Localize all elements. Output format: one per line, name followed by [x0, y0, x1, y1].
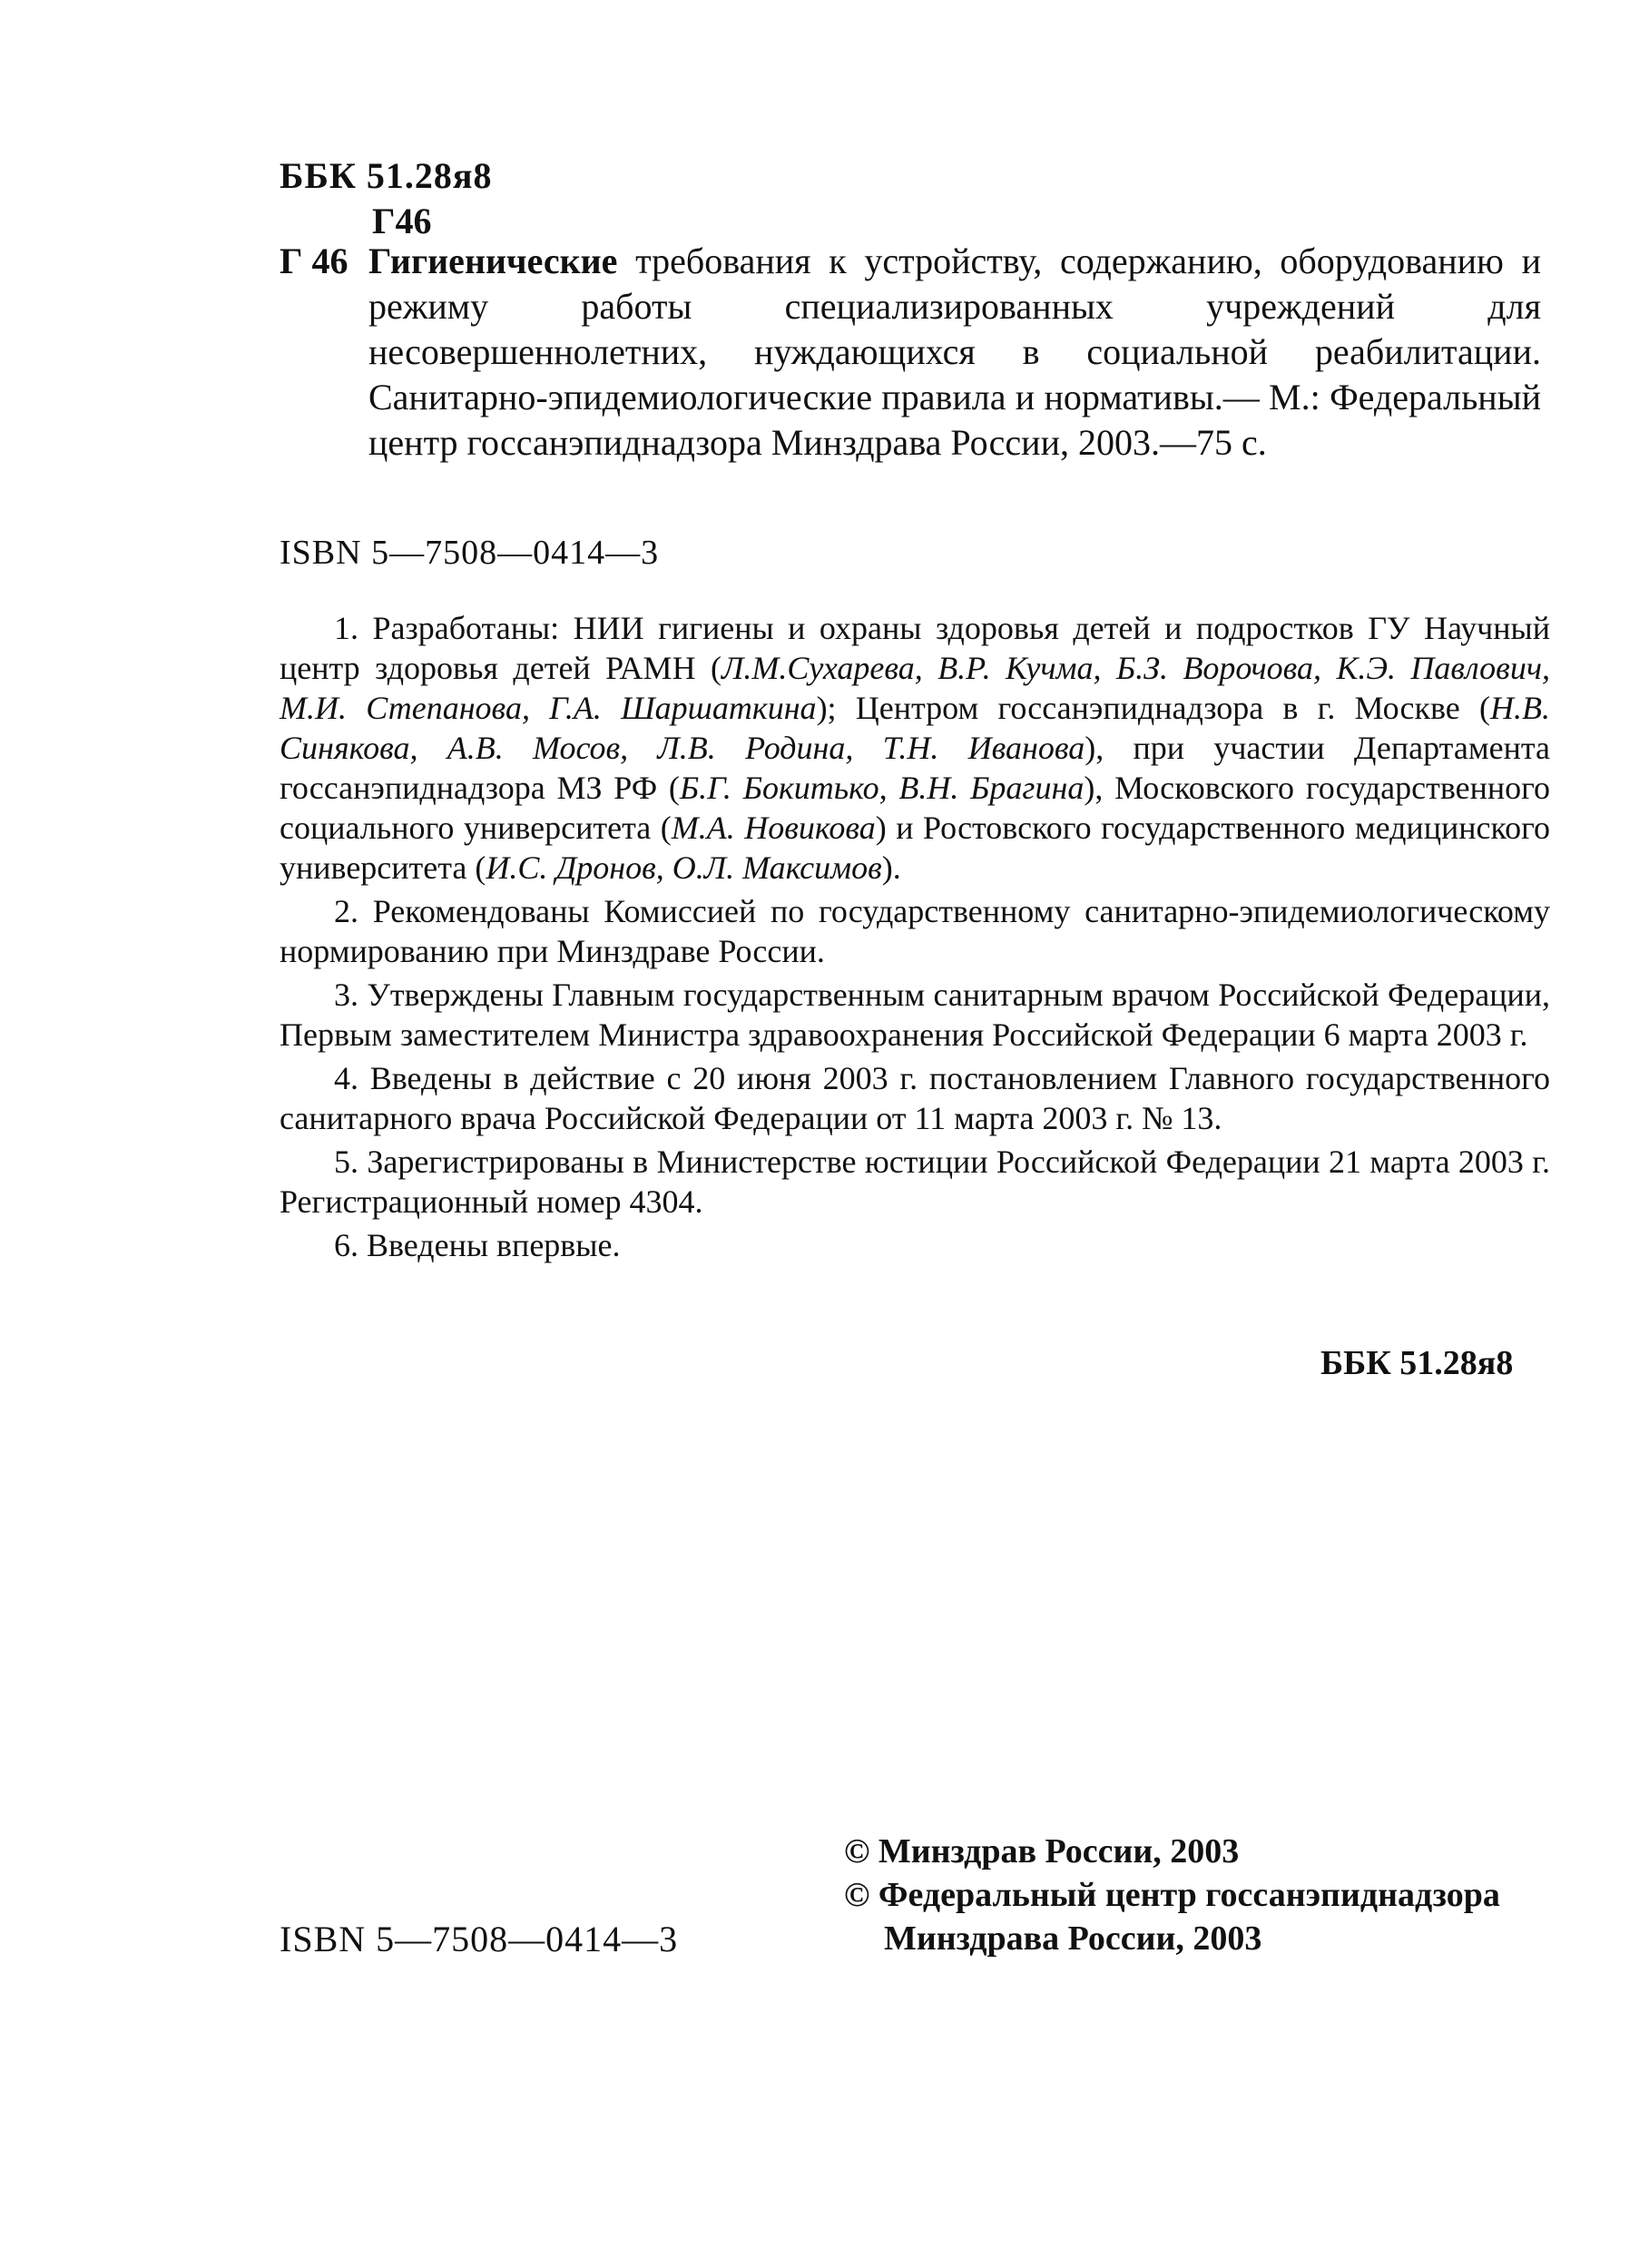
note-text: 6. Введены впервые.: [334, 1227, 621, 1263]
bbk-code-top: ББК 51.28я8: [280, 155, 493, 196]
copyright-line: Минздрава России, 2003: [884, 1919, 1262, 1958]
note-text: ).: [881, 849, 901, 886]
note-text: ); Центром госсанэпиднадзора в г. Москве (: [816, 690, 1490, 726]
note-text: 5. Зарегистрированы в Министерстве юстиции Российской Федерации 21 марта 2003 г. Регистрационный номер 4304.: [280, 1144, 1550, 1220]
note-paragraph: [280, 1225, 1550, 1265]
note-text: ), при участии Департамента госсанэпиднадзора МЗ РФ (: [280, 730, 1550, 806]
note-text: 2. Рекомендованы Комиссией по государственному санитарно-эпидемиологическому нормированию при Минздраве России.: [280, 893, 1550, 969]
isbn-bottom: ISBN 5—7508—0414—3: [280, 1919, 679, 1959]
note-text: 1. Разработаны: НИИ гигиены и охраны здоровья детей и подростков ГУ Научный центр здоровья детей РАМН (: [280, 610, 1550, 686]
note-text: 3. Утверждены Главным государственным санитарным врачом Российской Федерации, Первым заместителем Министра здравоохранения Российской Федерации 6 марта 2003 г.: [280, 977, 1550, 1053]
bibliographic-entry: [280, 239, 1541, 466]
entry-title-rest: требования к устройству, содержанию, оборудованию и режиму работы специализированных учреждений для несовершеннолетних, нуждающихся в социальной реабилитации. Санитарно-эпидемиологические правила и нормативы.— М.: Федеральный центр госсанэпиднадзора Минздрава России, 2003.—75 с.: [368, 241, 1541, 463]
entry-text: [368, 239, 1541, 466]
publication-notes: [280, 608, 1550, 1269]
note-names-italic: М.А. Новикова: [671, 810, 876, 846]
bbk-code-right: ББК 51.28я8: [1320, 1344, 1514, 1382]
note-paragraph: [280, 1142, 1550, 1222]
isbn-top: ISBN 5—7508—0414—3: [280, 534, 660, 572]
note-names-italic: И.С. Дронов, О.Л. Максимов: [486, 849, 882, 886]
note-names-italic: Л.М.Сухарева, В.Р. Кучма, Б.З. Ворочова, К.Э. Павлович, М.И. Степанова, Г.А. Шаршаткина: [280, 650, 1550, 726]
note-text: ), Московского государственного социального университета (: [280, 770, 1550, 846]
copyright-line: © Федеральный центр госсанэпиднадзора: [844, 1876, 1500, 1914]
note-paragraph: [280, 975, 1550, 1055]
entry-title-bold: Гигиенические: [368, 241, 618, 281]
note-paragraph: [280, 608, 1550, 888]
entry-mark: Г 46: [280, 241, 348, 281]
note-paragraph: [280, 891, 1550, 971]
copyright-line: © Минздрав России, 2003: [844, 1832, 1240, 1870]
copyright-block: [844, 1830, 1500, 1960]
author-mark: Г46: [372, 201, 432, 241]
note-names-italic: Б.Г. Бокитько, В.Н. Брагина: [679, 770, 1085, 806]
note-text: ) и Ростовского государственного медицинского университета (: [280, 810, 1551, 886]
note-paragraph: [280, 1058, 1550, 1138]
note-names-italic: Н.В. Синякова, А.В. Мосов, Л.В. Родина, Т.Н. Иванова: [280, 690, 1550, 766]
note-text: 4. Введены в действие с 20 июня 2003 г. постановлением Главного государственного санитарного врача Российской Федерации от 11 марта 2003 г. № 13.: [280, 1060, 1550, 1136]
